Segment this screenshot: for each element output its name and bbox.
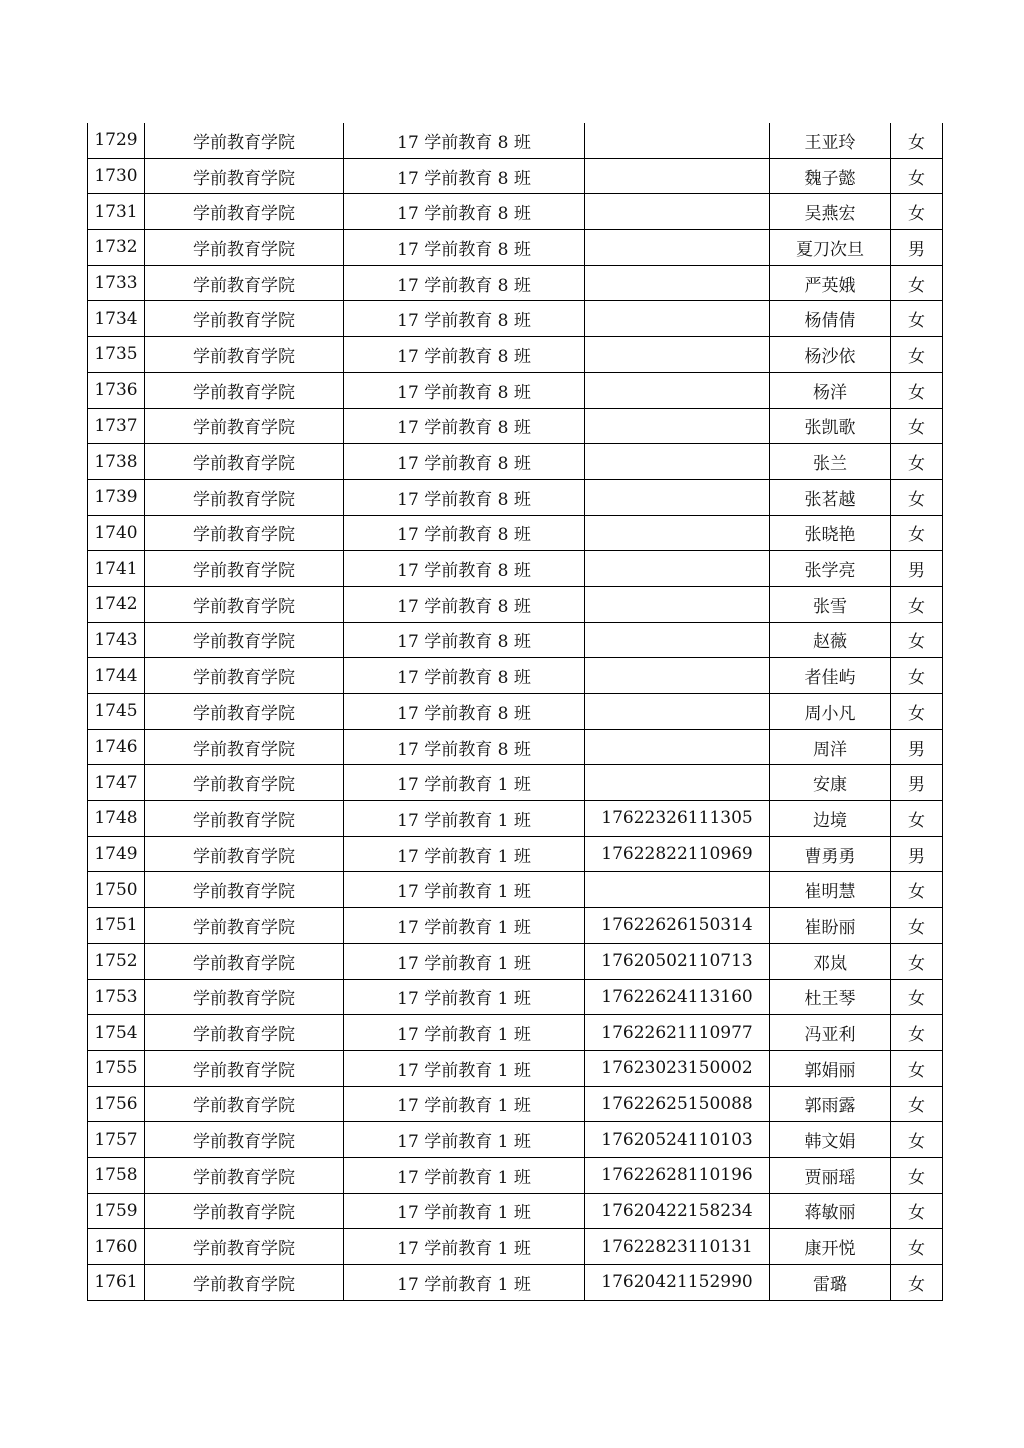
name-cell: 周小凡 [770,694,891,730]
gender-cell: 男 [891,765,943,801]
student-id-cell [585,337,770,373]
table-row [88,372,943,408]
student-id-cell: 17622621110977 [585,1015,770,1051]
student-id-cell: 17620502110713 [585,943,770,979]
row-number: 1748 [88,801,145,837]
row-number: 1731 [88,194,145,230]
table-row [88,1015,943,1051]
row-number: 1757 [88,1122,145,1158]
gender-cell: 男 [891,729,943,765]
row-number: 1732 [88,230,145,266]
student-id-cell [585,515,770,551]
name-cell: 韩文娟 [770,1122,891,1158]
college-cell: 学前教育学院 [145,908,344,944]
table-row [88,1086,943,1122]
name-cell: 张凯歌 [770,408,891,444]
class-cell: 17 学前教育 8 班 [344,658,585,694]
class-cell: 17 学前教育 8 班 [344,337,585,373]
row-number: 1746 [88,729,145,765]
table-row [88,515,943,551]
gender-cell: 女 [891,1050,943,1086]
class-cell: 17 学前教育 8 班 [344,622,585,658]
gender-cell: 女 [891,979,943,1015]
table-row [88,123,943,158]
class-cell: 17 学前教育 8 班 [344,586,585,622]
name-cell: 蒋敏丽 [770,1193,891,1229]
college-cell: 学前教育学院 [145,372,344,408]
row-number: 1743 [88,622,145,658]
table-row [88,337,943,373]
college-cell: 学前教育学院 [145,586,344,622]
gender-cell: 女 [891,1015,943,1051]
class-cell: 17 学前教育 8 班 [344,515,585,551]
college-cell: 学前教育学院 [145,337,344,373]
college-cell: 学前教育学院 [145,979,344,1015]
gender-cell: 女 [891,1193,943,1229]
college-cell: 学前教育学院 [145,301,344,337]
row-number: 1747 [88,765,145,801]
row-number: 1733 [88,265,145,301]
row-number: 1750 [88,872,145,908]
table-row [88,1265,943,1301]
student-id-cell [585,658,770,694]
student-id-cell [585,408,770,444]
class-cell: 17 学前教育 1 班 [344,1193,585,1229]
class-cell: 17 学前教育 1 班 [344,908,585,944]
row-number: 1734 [88,301,145,337]
table-row [88,479,943,515]
table-row [88,943,943,979]
table-row [88,301,943,337]
class-cell: 17 学前教育 1 班 [344,801,585,837]
name-cell: 张学亮 [770,551,891,587]
class-cell: 17 学前教育 1 班 [344,943,585,979]
gender-cell: 女 [891,158,943,194]
student-id-cell [585,194,770,230]
college-cell: 学前教育学院 [145,1086,344,1122]
table-row [88,622,943,658]
table-row [88,1122,943,1158]
student-id-cell: 17622822110969 [585,836,770,872]
student-id-cell [585,729,770,765]
row-number: 1751 [88,908,145,944]
name-cell: 杜王琴 [770,979,891,1015]
row-number: 1729 [88,123,145,158]
table-row [88,265,943,301]
row-number: 1737 [88,408,145,444]
row-number: 1740 [88,515,145,551]
name-cell: 边境 [770,801,891,837]
row-number: 1744 [88,658,145,694]
college-cell: 学前教育学院 [145,1122,344,1158]
table-row [88,801,943,837]
class-cell: 17 学前教育 1 班 [344,1050,585,1086]
gender-cell: 女 [891,1157,943,1193]
student-roster-table [87,123,943,1301]
class-cell: 17 学前教育 1 班 [344,1086,585,1122]
college-cell: 学前教育学院 [145,194,344,230]
class-cell: 17 学前教育 8 班 [344,408,585,444]
college-cell: 学前教育学院 [145,515,344,551]
student-id-cell [585,479,770,515]
row-number: 1752 [88,943,145,979]
name-cell: 夏刀次旦 [770,230,891,266]
gender-cell: 女 [891,194,943,230]
gender-cell: 女 [891,658,943,694]
college-cell: 学前教育学院 [145,729,344,765]
gender-cell: 女 [891,872,943,908]
name-cell: 者佳屿 [770,658,891,694]
gender-cell: 女 [891,123,943,158]
student-id-cell: 17622625150088 [585,1086,770,1122]
table-row [88,1050,943,1086]
class-cell: 17 学前教育 8 班 [344,372,585,408]
college-cell: 学前教育学院 [145,836,344,872]
student-id-cell [585,551,770,587]
gender-cell: 女 [891,444,943,480]
name-cell: 杨倩倩 [770,301,891,337]
student-id-cell: 17620422158234 [585,1193,770,1229]
college-cell: 学前教育学院 [145,1157,344,1193]
name-cell: 郭娟丽 [770,1050,891,1086]
gender-cell: 男 [891,230,943,266]
table-row [88,836,943,872]
student-id-cell [585,230,770,266]
table-row [88,551,943,587]
row-number: 1755 [88,1050,145,1086]
student-id-cell [585,265,770,301]
table-row [88,158,943,194]
college-cell: 学前教育学院 [145,444,344,480]
table-row [88,230,943,266]
class-cell: 17 学前教育 1 班 [344,836,585,872]
student-id-cell [585,444,770,480]
name-cell: 张雪 [770,586,891,622]
gender-cell: 男 [891,836,943,872]
gender-cell: 女 [891,908,943,944]
class-cell: 17 学前教育 1 班 [344,1122,585,1158]
gender-cell: 女 [891,1086,943,1122]
roster-body [88,123,943,1300]
name-cell: 魏子懿 [770,158,891,194]
name-cell: 曹勇勇 [770,836,891,872]
college-cell: 学前教育学院 [145,230,344,266]
name-cell: 杨洋 [770,372,891,408]
name-cell: 严英娥 [770,265,891,301]
college-cell: 学前教育学院 [145,1050,344,1086]
name-cell: 贾丽瑶 [770,1157,891,1193]
college-cell: 学前教育学院 [145,622,344,658]
table-row [88,1193,943,1229]
gender-cell: 男 [891,551,943,587]
student-id-cell [585,301,770,337]
row-number: 1735 [88,337,145,373]
student-id-cell: 17622624113160 [585,979,770,1015]
table-row [88,194,943,230]
row-number: 1759 [88,1193,145,1229]
gender-cell: 女 [891,1122,943,1158]
row-number: 1742 [88,586,145,622]
college-cell: 学前教育学院 [145,1265,344,1301]
class-cell: 17 学前教育 1 班 [344,979,585,1015]
row-number: 1761 [88,1265,145,1301]
name-cell: 雷璐 [770,1265,891,1301]
row-number: 1738 [88,444,145,480]
gender-cell: 女 [891,265,943,301]
gender-cell: 女 [891,1265,943,1301]
name-cell: 杨沙依 [770,337,891,373]
student-id-cell: 17622326111305 [585,801,770,837]
table-row [88,408,943,444]
name-cell: 张茗越 [770,479,891,515]
name-cell: 崔明慧 [770,872,891,908]
class-cell: 17 学前教育 1 班 [344,1229,585,1265]
gender-cell: 女 [891,586,943,622]
class-cell: 17 学前教育 8 班 [344,194,585,230]
name-cell: 郭雨露 [770,1086,891,1122]
student-id-cell [585,372,770,408]
student-id-cell [585,622,770,658]
college-cell: 学前教育学院 [145,765,344,801]
class-cell: 17 学前教育 8 班 [344,230,585,266]
table-row [88,908,943,944]
table-row [88,765,943,801]
student-id-cell: 17622626150314 [585,908,770,944]
student-id-cell [585,586,770,622]
table-row [88,694,943,730]
table-row [88,586,943,622]
table-row [88,872,943,908]
name-cell: 冯亚利 [770,1015,891,1051]
college-cell: 学前教育学院 [145,694,344,730]
student-id-cell: 17620524110103 [585,1122,770,1158]
student-id-cell [585,765,770,801]
row-number: 1753 [88,979,145,1015]
college-cell: 学前教育学院 [145,1229,344,1265]
table-row [88,979,943,1015]
gender-cell: 女 [891,372,943,408]
student-id-cell [585,694,770,730]
class-cell: 17 学前教育 8 班 [344,123,585,158]
college-cell: 学前教育学院 [145,479,344,515]
class-cell: 17 学前教育 8 班 [344,444,585,480]
class-cell: 17 学前教育 8 班 [344,158,585,194]
student-id-cell: 17622628110196 [585,1157,770,1193]
class-cell: 17 学前教育 8 班 [344,301,585,337]
gender-cell: 女 [891,622,943,658]
name-cell: 赵薇 [770,622,891,658]
student-id-cell [585,158,770,194]
college-cell: 学前教育学院 [145,551,344,587]
table-row [88,444,943,480]
gender-cell: 女 [891,694,943,730]
college-cell: 学前教育学院 [145,123,344,158]
table-row [88,658,943,694]
college-cell: 学前教育学院 [145,1193,344,1229]
name-cell: 康开悦 [770,1229,891,1265]
name-cell: 邓岚 [770,943,891,979]
college-cell: 学前教育学院 [145,801,344,837]
name-cell: 周洋 [770,729,891,765]
row-number: 1745 [88,694,145,730]
class-cell: 17 学前教育 8 班 [344,265,585,301]
college-cell: 学前教育学院 [145,265,344,301]
name-cell: 吴燕宏 [770,194,891,230]
row-number: 1749 [88,836,145,872]
college-cell: 学前教育学院 [145,658,344,694]
row-number: 1758 [88,1157,145,1193]
student-id-cell [585,123,770,158]
row-number: 1756 [88,1086,145,1122]
table-row [88,1229,943,1265]
name-cell: 崔盼丽 [770,908,891,944]
class-cell: 17 学前教育 1 班 [344,872,585,908]
table-row [88,1157,943,1193]
college-cell: 学前教育学院 [145,1015,344,1051]
student-id-cell: 17622823110131 [585,1229,770,1265]
class-cell: 17 学前教育 1 班 [344,1265,585,1301]
class-cell: 17 学前教育 8 班 [344,551,585,587]
name-cell: 张兰 [770,444,891,480]
gender-cell: 女 [891,479,943,515]
table-row [88,729,943,765]
student-id-cell: 17623023150002 [585,1050,770,1086]
college-cell: 学前教育学院 [145,408,344,444]
class-cell: 17 学前教育 1 班 [344,765,585,801]
row-number: 1760 [88,1229,145,1265]
college-cell: 学前教育学院 [145,943,344,979]
gender-cell: 女 [891,337,943,373]
gender-cell: 女 [891,1229,943,1265]
row-number: 1741 [88,551,145,587]
gender-cell: 女 [891,943,943,979]
class-cell: 17 学前教育 8 班 [344,694,585,730]
row-number: 1736 [88,372,145,408]
row-number: 1754 [88,1015,145,1051]
name-cell: 安康 [770,765,891,801]
class-cell: 17 学前教育 8 班 [344,729,585,765]
name-cell: 王亚玲 [770,123,891,158]
college-cell: 学前教育学院 [145,872,344,908]
student-id-cell [585,872,770,908]
name-cell: 张晓艳 [770,515,891,551]
class-cell: 17 学前教育 8 班 [344,479,585,515]
row-number: 1739 [88,479,145,515]
class-cell: 17 学前教育 1 班 [344,1015,585,1051]
class-cell: 17 学前教育 1 班 [344,1157,585,1193]
row-number: 1730 [88,158,145,194]
student-id-cell: 17620421152990 [585,1265,770,1301]
college-cell: 学前教育学院 [145,158,344,194]
gender-cell: 女 [891,301,943,337]
gender-cell: 女 [891,408,943,444]
gender-cell: 女 [891,801,943,837]
gender-cell: 女 [891,515,943,551]
